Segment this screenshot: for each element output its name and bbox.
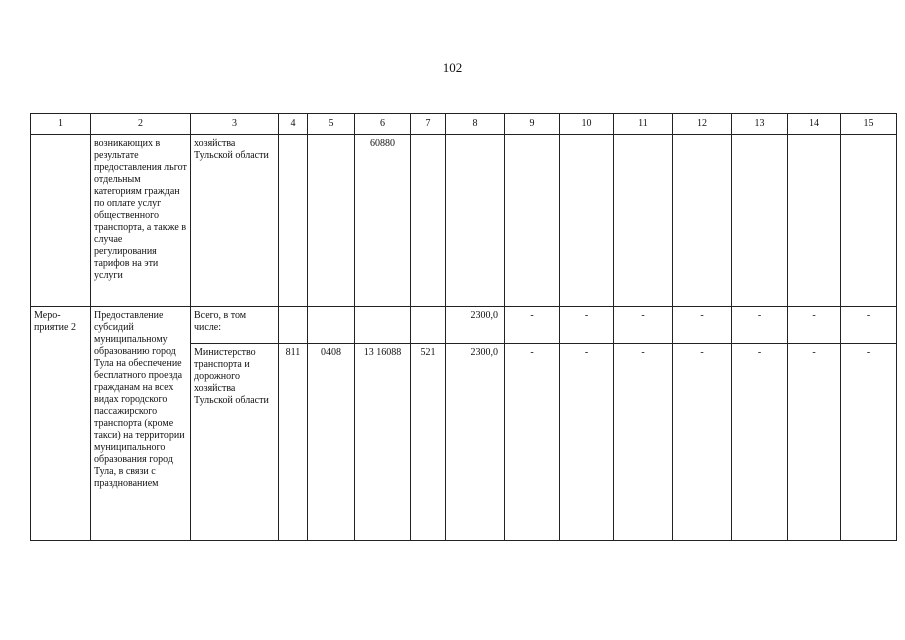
header-cell: 9 <box>505 114 560 135</box>
dash-cell: - <box>614 307 673 344</box>
dash-cell: - <box>505 344 560 541</box>
row2-target-code: 13 16088 <box>355 344 411 541</box>
header-cell: 2 <box>91 114 191 135</box>
dash-cell: - <box>505 307 560 344</box>
row2-activity: Меро-приятие 2 <box>31 307 91 541</box>
dash-cell: - <box>841 307 897 344</box>
dash-cell: - <box>788 307 841 344</box>
header-cell: 15 <box>841 114 897 135</box>
row1-code: 60880 <box>355 135 411 307</box>
dash-cell: - <box>732 307 788 344</box>
row2-expense-type: 521 <box>411 344 446 541</box>
page-number: 102 <box>442 60 463 75</box>
table-row <box>31 307 897 344</box>
header-cell: 10 <box>560 114 614 135</box>
header-cell: 4 <box>279 114 308 135</box>
row2-grbs: 811 <box>279 344 308 541</box>
row2-total-label: Всего, в том числе: <box>191 307 279 344</box>
header-cell: 7 <box>411 114 446 135</box>
row1-agency: хозяйства Тульской области <box>191 135 279 307</box>
row2-description: Предоставление субсидий муниципальному образованию город Тула на обеспечение бесплатного проезда гражданам на всех видах городского пассажирского транспорта (кроме такси) на территории муниципального образования город Тула, в связи с празднованием <box>91 307 191 541</box>
dash-cell: - <box>841 344 897 541</box>
header-cell: 8 <box>446 114 505 135</box>
header-cell: 11 <box>614 114 673 135</box>
row2-agency: Министерство транспорта и дорожного хозяйства Тульской области <box>191 344 279 541</box>
dash-cell: - <box>732 344 788 541</box>
dash-cell: - <box>614 344 673 541</box>
dash-cell: - <box>673 307 732 344</box>
row1-description: возникающих в результате предоставления льгот отдельным категориям граждан по оплате услуг общественного транспорта, а также в случае регулирования тарифов на эти услуги <box>91 135 191 307</box>
header-cell: 6 <box>355 114 411 135</box>
table-row <box>31 135 897 307</box>
header-cell: 14 <box>788 114 841 135</box>
header-row <box>31 114 897 135</box>
dash-cell: - <box>673 344 732 541</box>
header-cell: 12 <box>673 114 732 135</box>
header-cell: 13 <box>732 114 788 135</box>
header-cell: 5 <box>308 114 355 135</box>
row2-section: 0408 <box>308 344 355 541</box>
budget-table <box>30 113 897 541</box>
row2-amount: 2300,0 <box>446 344 505 541</box>
dash-cell: - <box>560 344 614 541</box>
row2-total-amount: 2300,0 <box>446 307 505 344</box>
header-cell: 1 <box>31 114 91 135</box>
header-cell: 3 <box>191 114 279 135</box>
dash-cell: - <box>560 307 614 344</box>
dash-cell: - <box>788 344 841 541</box>
